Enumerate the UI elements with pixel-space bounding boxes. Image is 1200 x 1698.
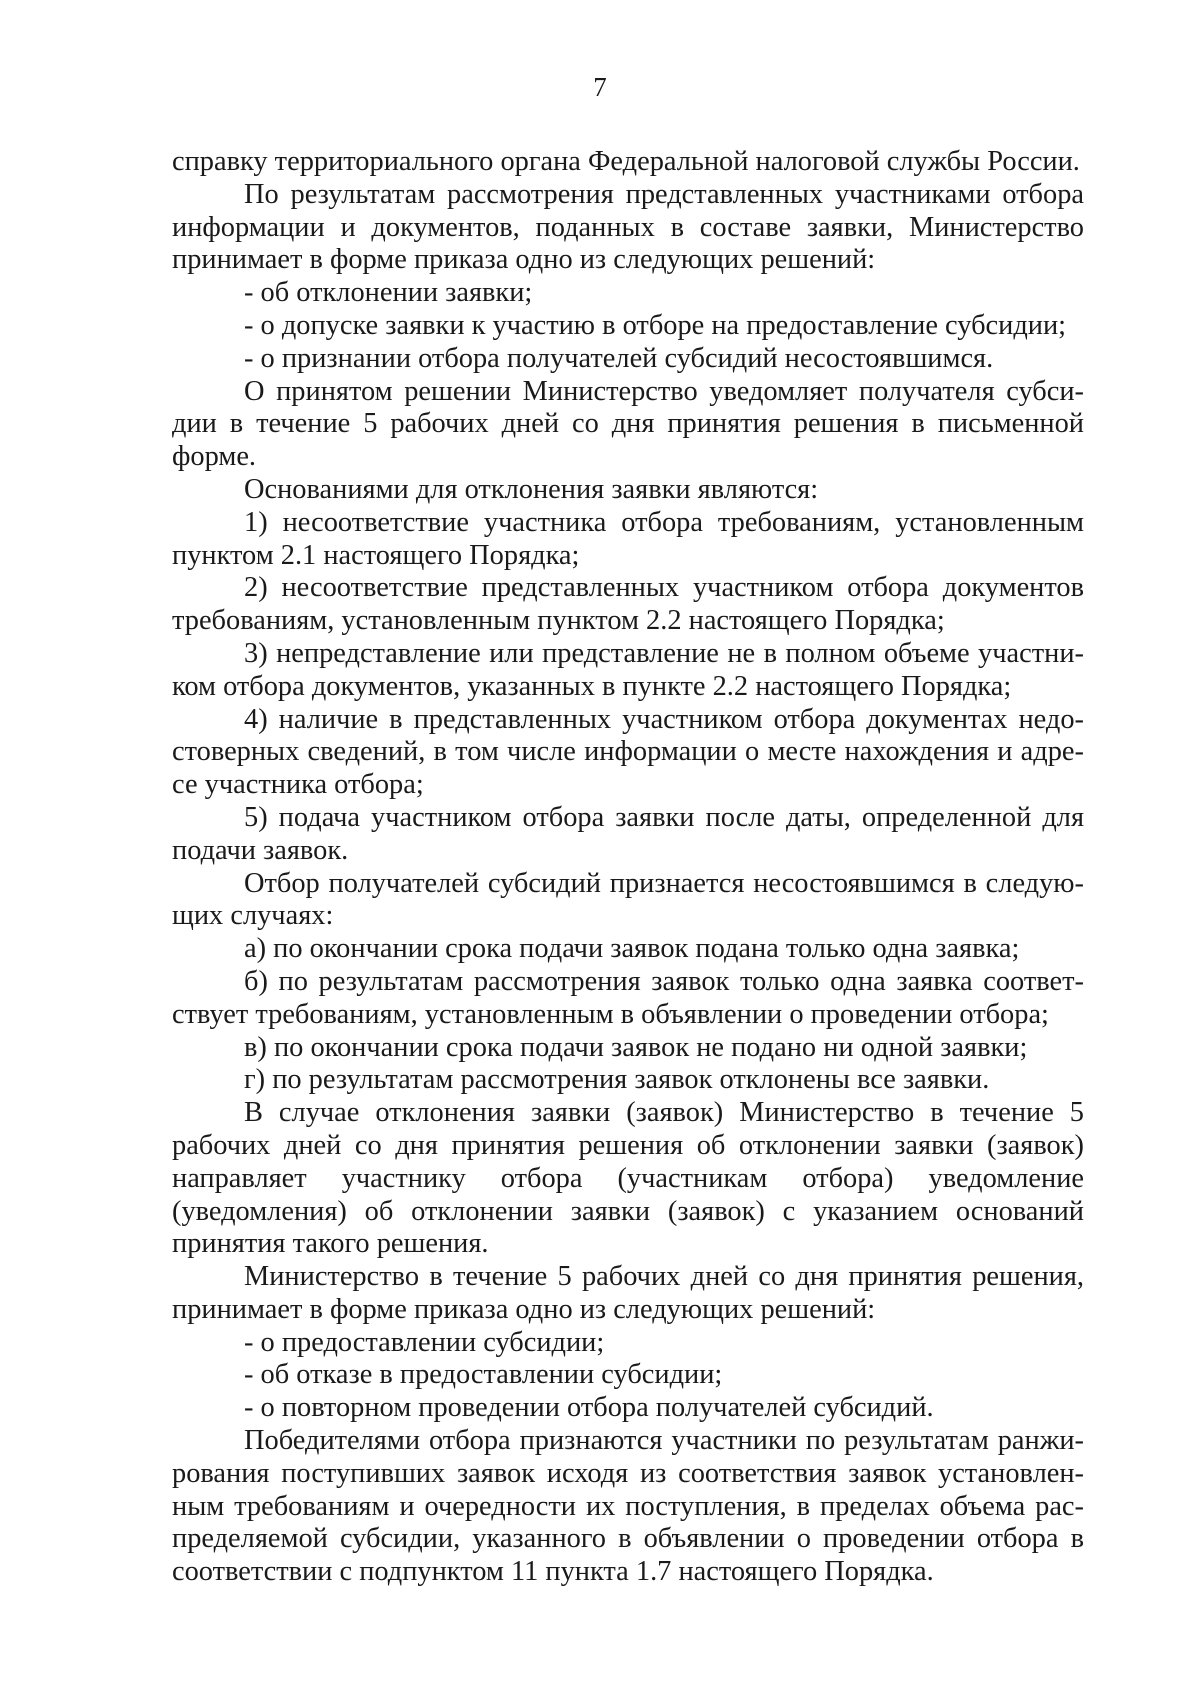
paragraph: Победителями отбора признаются участники по результатам ранжирования поступивших заявок исходя из соответствия заявок установленным требованиям и очередности их поступления, в пределах объема распределяемой субсидии, указанного в объявлении о проведении отбора в соответствии с подпунктом 11 пункта 1.7 настоящего Порядка. bbox=[172, 1425, 1084, 1588]
paragraph: в) по окончании срока подачи заявок не подано ни одной заявки; bbox=[244, 1031, 1028, 1063]
paragraph: Основаниями для отклонения заявки являются: bbox=[244, 473, 819, 505]
paragraph: 1) несоответствие участника отбора требованиям, установленным пунктом 2.1 настоящего Порядка; bbox=[172, 506, 1084, 571]
paragraph: - об отклонении заявки; bbox=[244, 277, 533, 309]
paragraph: - о допуске заявки к участию в отборе на предоставление субсидии; bbox=[244, 309, 1067, 341]
document-body bbox=[172, 146, 1084, 1589]
paragraph: г) по результатам рассмотрения заявок отклонены все заявки. bbox=[244, 1064, 990, 1096]
paragraph: а) по окончании срока подачи заявок подана только одна заявка; bbox=[244, 933, 1020, 965]
page-number: 7 bbox=[593, 72, 607, 102]
paragraph: - о признании отбора получателей субсидий несостоявшимся. bbox=[244, 342, 994, 374]
paragraph: В случае отклонения заявки (заявок) Министерство в течение 5 рабочих дней со дня принятия решения об отклонении заявки (заявок) направляет участнику отбора (участникам отбора) уведомление (уведомления) об отклонении заявки (заявок) с указанием оснований принятия такого решения. bbox=[172, 1097, 1084, 1260]
paragraph: 4) наличие в представленных участником отбора документах недостоверных сведений, в том числе информации о месте нахождения и адресе участника отбора; bbox=[172, 703, 1084, 801]
paragraph: справку территориального органа Федеральной налоговой службы России. bbox=[172, 146, 1080, 177]
paragraph: По результатам рассмотрения представленных участниками отбора информации и документов, поданных в составе заявки, Министерство принимает в форме приказа одно из следующих решений: bbox=[172, 178, 1084, 276]
paragraph: Министерство в течение 5 рабочих дней со дня принятия решения, принимает в форме приказа одно из следующих решений: bbox=[172, 1261, 1084, 1325]
paragraph: 5) подача участником отбора заявки после даты, определенной для подачи заявок. bbox=[172, 801, 1084, 866]
paragraph: - об отказе в предоставлении субсидии; bbox=[244, 1359, 723, 1391]
paragraph: Отбор получателей субсидий признается несостоявшимся в следующих случаях: bbox=[172, 867, 1084, 932]
paragraph: О принятом решении Министерство уведомляет получателя субсидии в течение 5 рабочих дней со дня принятия решения в письменной форме. bbox=[172, 375, 1084, 473]
paragraph: 2) несоответствие представленных участником отбора документов требованиям, установленным пунктом 2.2 настоящего Порядка; bbox=[172, 572, 1084, 637]
paragraph: 3) непредставление или представление не в полном объеме участником отбора документов, указанных в пункте 2.2 настоящего Порядка; bbox=[172, 637, 1084, 702]
paragraph: - о предоставлении субсидии; bbox=[244, 1326, 605, 1358]
paragraph: б) по результатам рассмотрения заявок только одна заявка соответствует требованиям, установленным в объявлении о проведении отбора; bbox=[172, 965, 1084, 1030]
paragraph: - о повторном проведении отбора получателей субсидий. bbox=[244, 1392, 934, 1424]
